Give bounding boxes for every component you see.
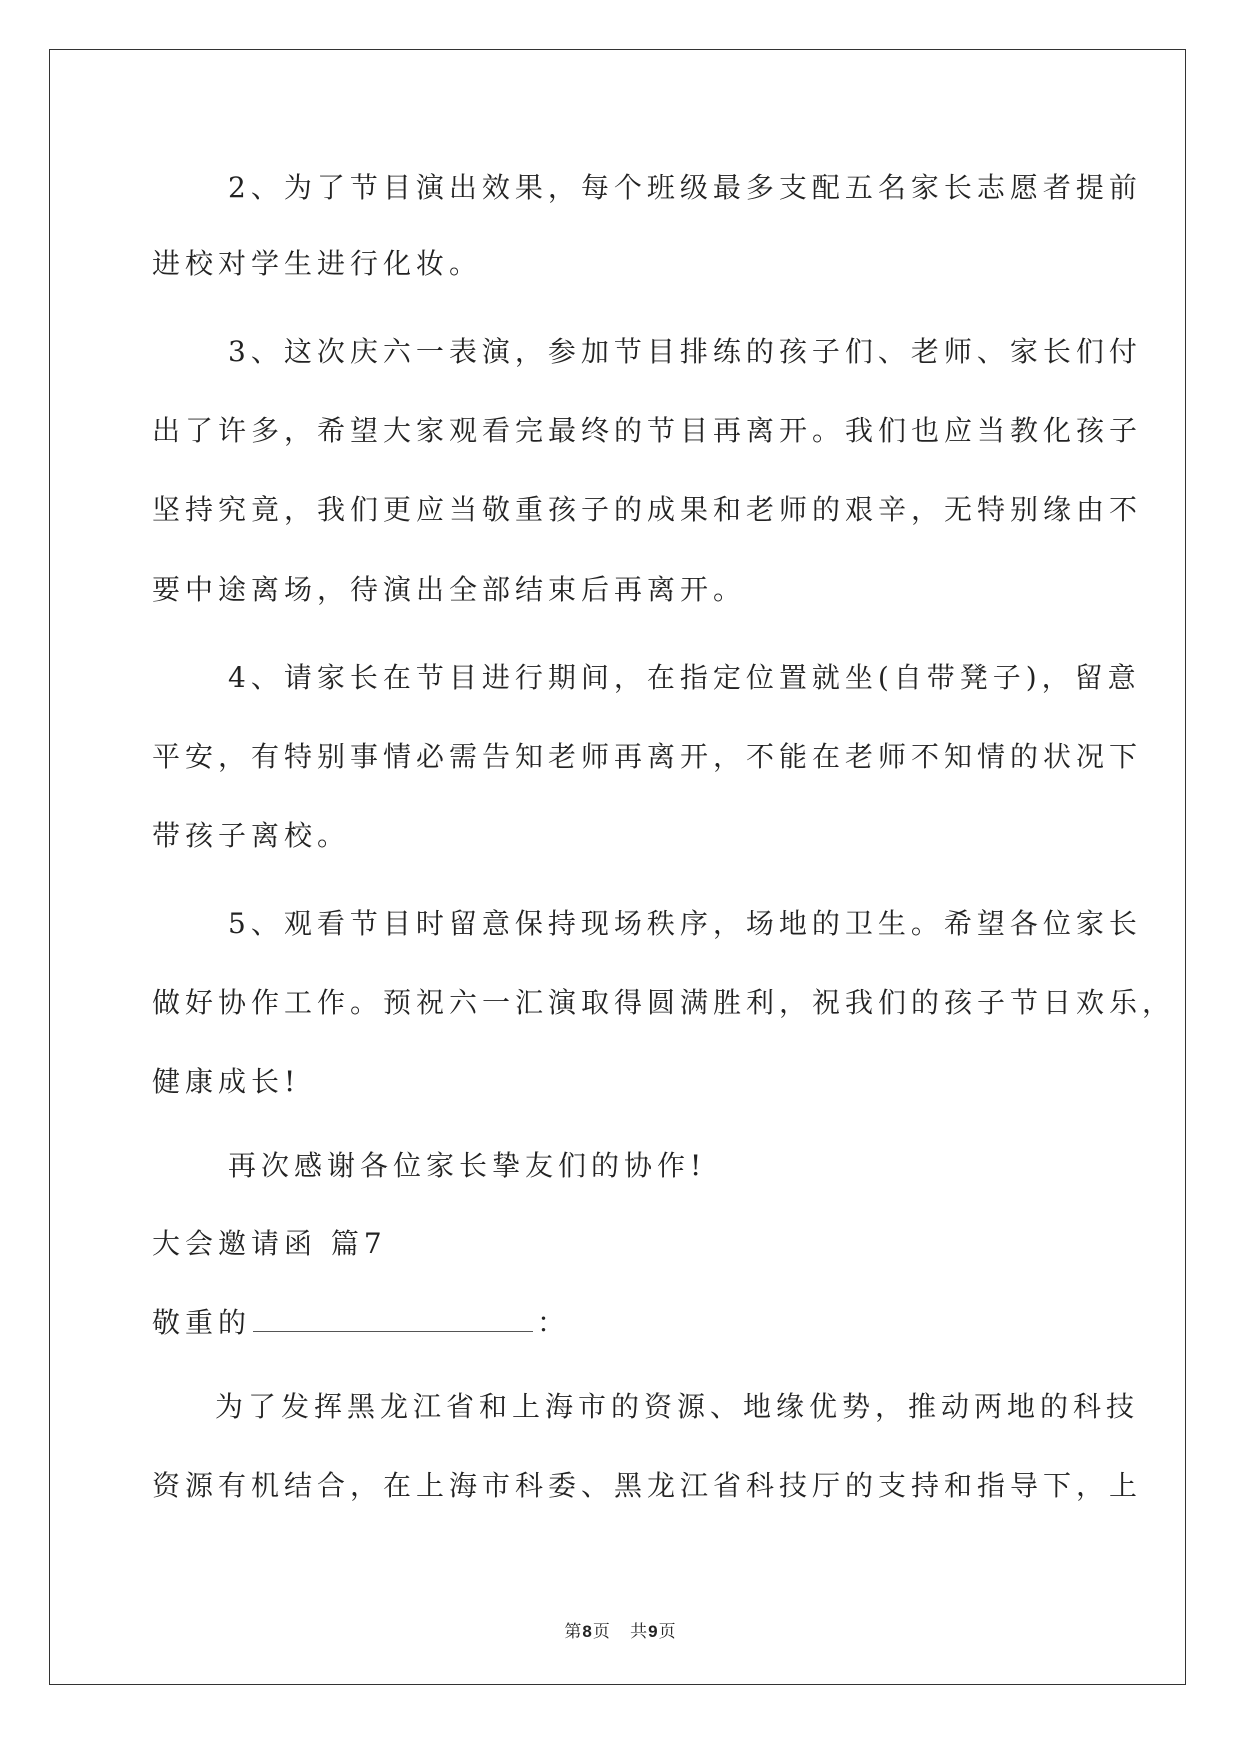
paragraph-line: 进校对学生进行化妆。: [152, 247, 483, 280]
paragraph-line: 再次感谢各位家长挚友们的协作!: [228, 1149, 707, 1182]
paragraph-line: 要中途离场，待演出全部结束后再离开。: [152, 573, 747, 606]
salutation-text: 敬重的: [152, 1306, 252, 1339]
paragraph-line: 3、这次庆六一表演，参加节目排练的孩子们、老师、家长们付: [228, 335, 1142, 368]
paragraph-line: 2、为了节目演出效果，每个班级最多支配五名家长志愿者提前: [228, 171, 1142, 204]
salutation-colon: ：: [537, 1306, 571, 1339]
paragraph-line: 4、请家长在节目进行期间，在指定位置就坐(自带凳子)，留意: [228, 661, 1141, 694]
recipient-blank: [253, 1309, 533, 1332]
paragraph-line: 资源有机结合，在上海市科委、黑龙江省科技厅的支持和指导下，上: [152, 1469, 1143, 1502]
section-title: 大会邀请函 篇7: [152, 1227, 387, 1260]
paragraph-line: 带孩子离校。: [152, 819, 351, 852]
paragraph-line: 5、观看节目时留意保持现场秩序，场地的卫生。希望各位家长: [228, 907, 1142, 940]
paragraph-line: 做好协作工作。预祝六一汇演取得圆满胜利，祝我们的孩子节日欢乐，: [152, 986, 1176, 1019]
paragraph-line: 出了许多，希望大家观看完最终的节目再离开。我们也应当教化孩子: [152, 414, 1143, 447]
page-border: [49, 49, 1186, 1685]
footer-page-unit: 页: [592, 1622, 611, 1642]
page-footer: [0, 1617, 1241, 1642]
paragraph-line: 为了发挥黑龙江省和上海市的资源、地缘优势，推动两地的科技: [215, 1390, 1140, 1423]
footer-total-unit: 页: [658, 1622, 677, 1642]
paragraph-line: 健康成长!: [152, 1065, 301, 1098]
footer-page-number: 8: [582, 1622, 593, 1641]
paragraph-line: 平安，有特别事情必需告知老师再离开，不能在老师不知情的状况下: [152, 740, 1143, 773]
footer-total-pages: 9: [648, 1622, 659, 1641]
paragraph-line: 坚持究竟，我们更应当敬重孩子的成果和老师的艰辛，无特别缘由不: [152, 493, 1143, 526]
footer-prefix: 第: [564, 1622, 583, 1642]
salutation-line: [152, 1305, 570, 1341]
footer-total-prefix: 共: [630, 1622, 649, 1642]
